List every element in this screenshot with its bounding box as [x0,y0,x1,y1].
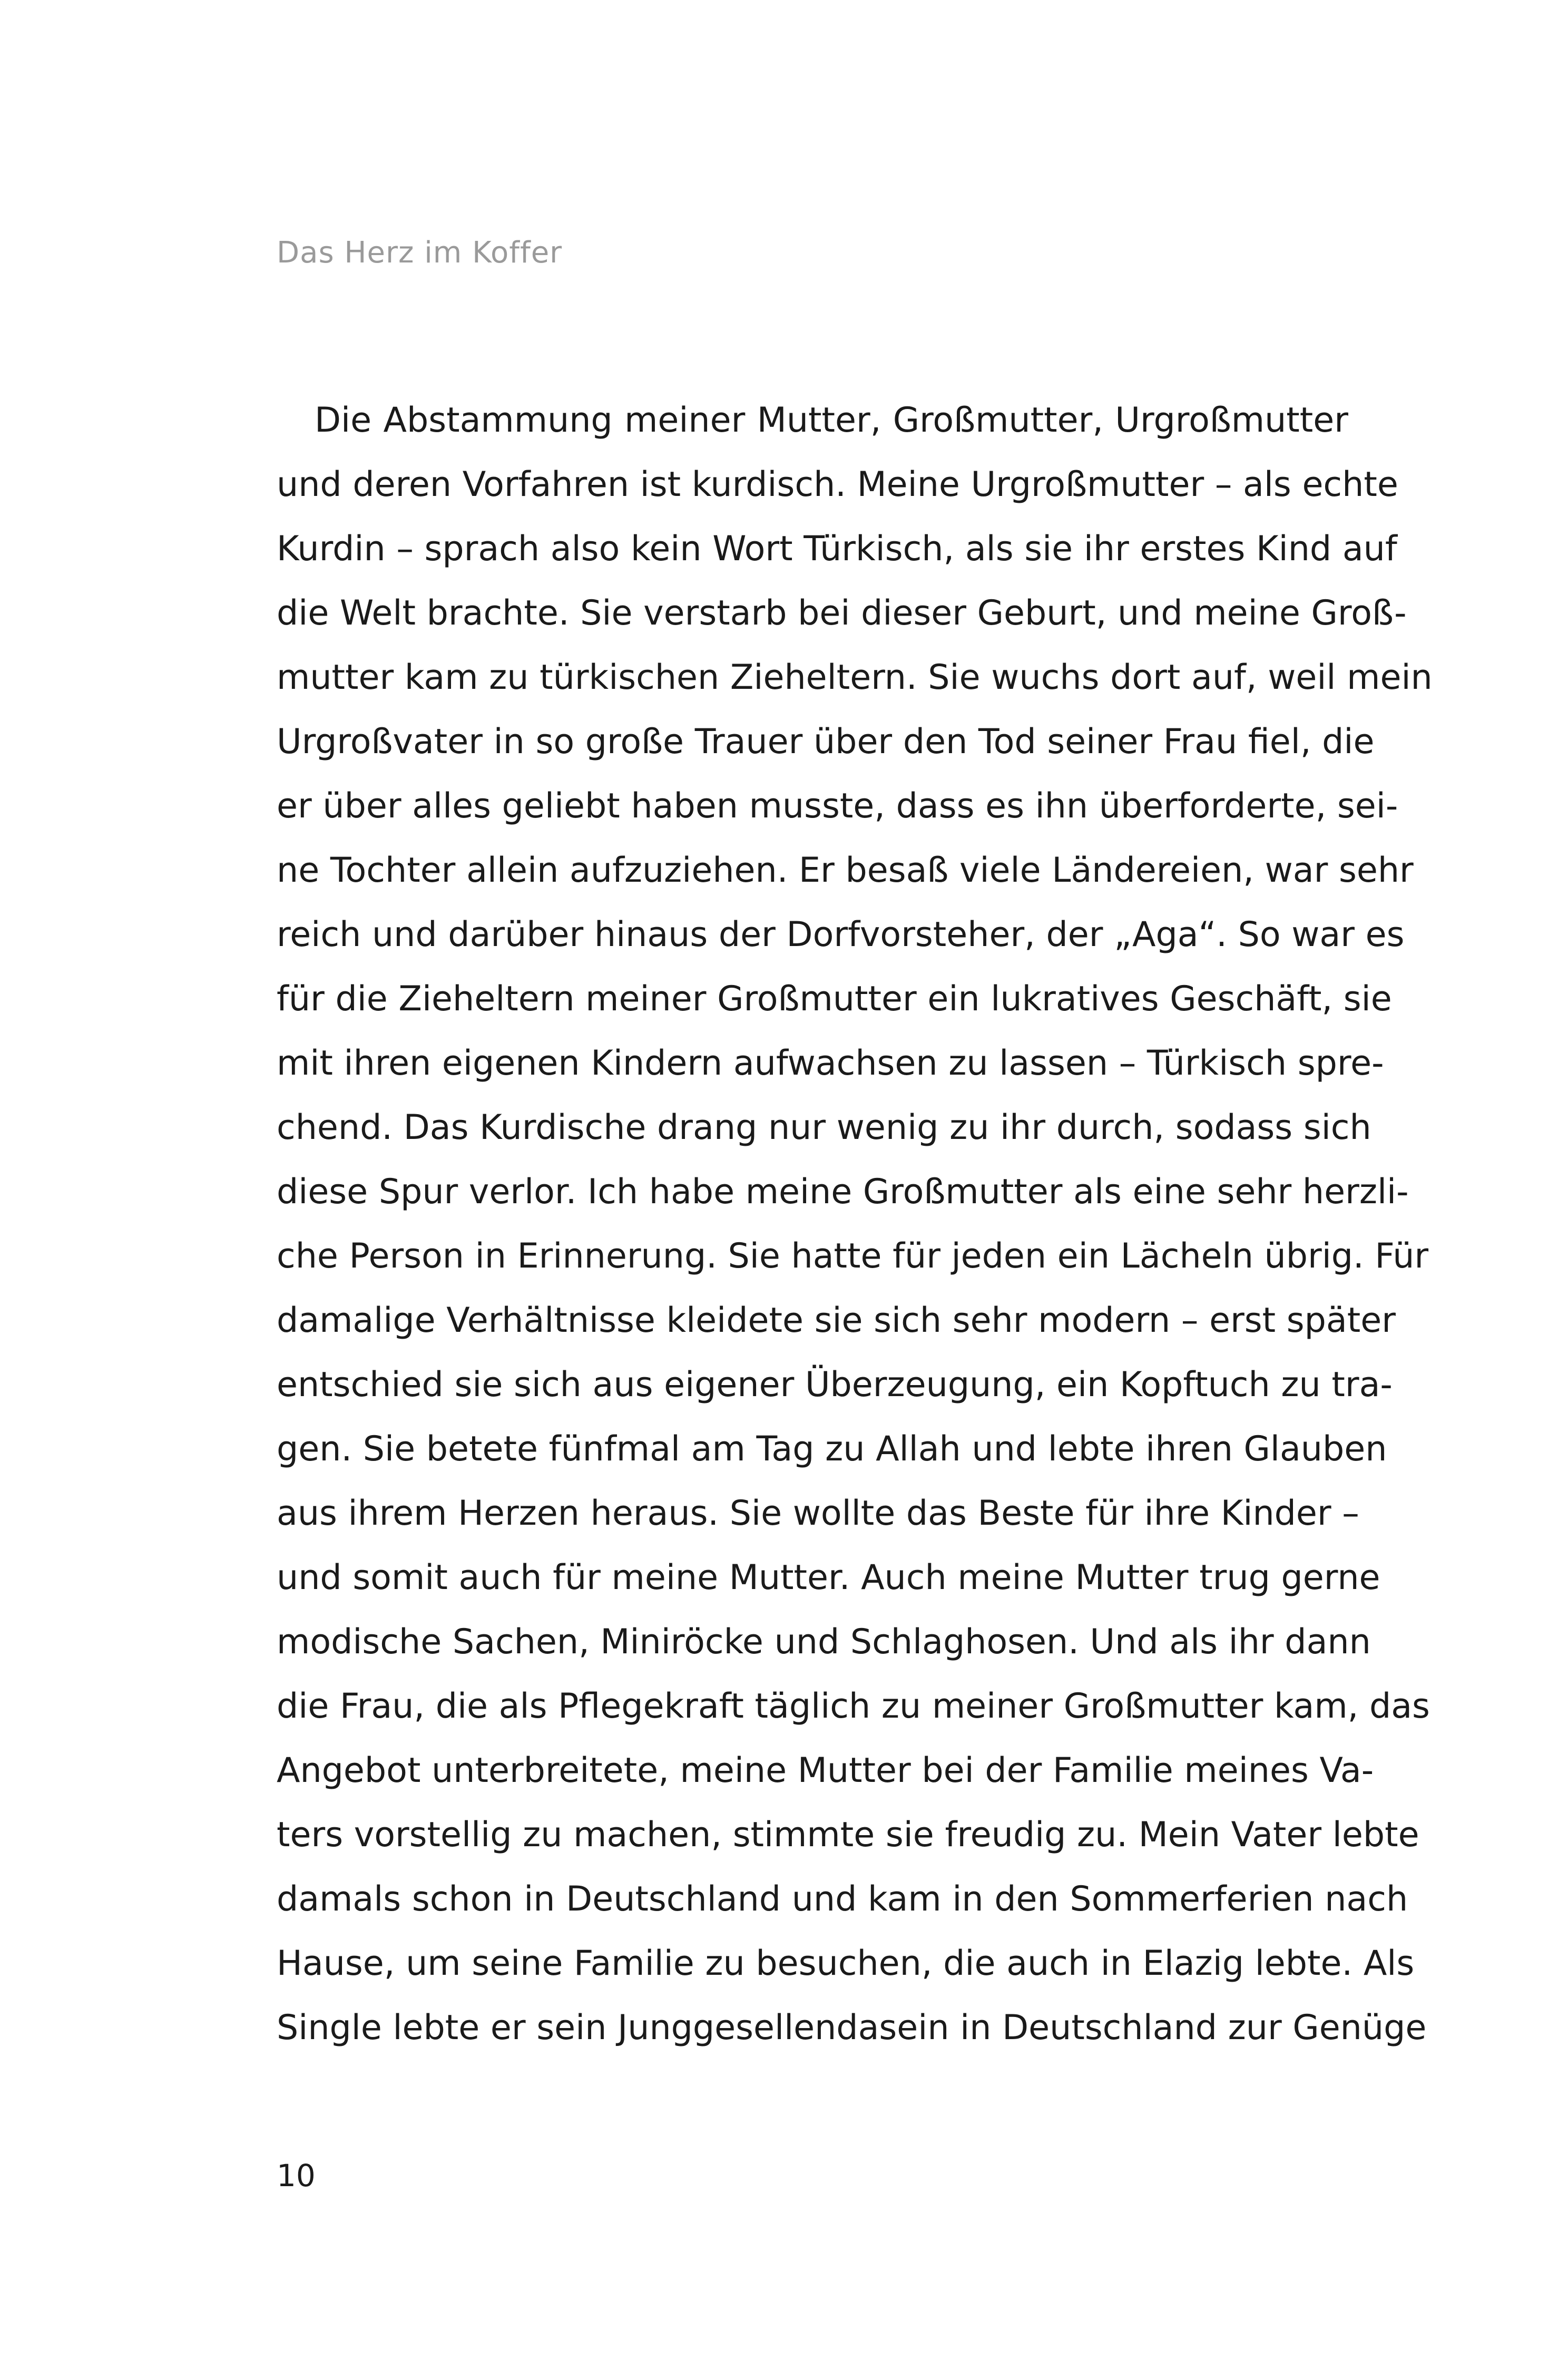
text-line: reich und darüber hinaus der Dorfvorsteher, der „Aga“. So war es [277,915,1405,954]
text-line: aus ihrem Herzen heraus. Sie wollte das Beste für ihre Kinder – [277,1494,1359,1533]
text-line: Die Abstammung meiner Mutter, Großmutter, Urgroßmutter [315,401,1348,440]
text-line: mit ihren eigenen Kindern aufwachsen zu lassen – Türkisch spre- [277,1044,1384,1083]
running-head: Das Herz im Koffer [277,236,563,270]
text-line: damalige Verhältnisse kleidete sie sich sehr modern – erst später [277,1301,1396,1340]
text-line: und deren Vorfahren ist kurdisch. Meine Urgroßmutter – als echte [277,465,1398,504]
text-line: Hause, um seine Familie zu besuchen, die auch in Elazig lebte. Als [277,1944,1415,1983]
text-line: modische Sachen, Miniröcke und Schlaghosen. Und als ihr dann [277,1622,1371,1662]
text-line: che Person in Erinnerung. Sie hatte für jeden ein Lächeln übrig. Für [277,1236,1429,1276]
page-number: 10 [277,2158,316,2194]
text-line: Kurdin – sprach also kein Wort Türkisch, als sie ihr erstes Kind auf [277,529,1397,569]
body-paragraph [277,399,1433,2071]
text-line: diese Spur verlor. Ich habe meine Großmutter als eine sehr herzli- [277,1172,1409,1212]
text-line: und somit auch für meine Mutter. Auch meine Mutter trug gerne [277,1558,1380,1597]
text-line: chend. Das Kurdische drang nur wenig zu ihr durch, sodass sich [277,1108,1371,1147]
text-line: mutter kam zu türkischen Zieheltern. Sie wuchs dort auf, weil mein [277,658,1433,697]
text-line: entschied sie sich aus eigener Überzeugung, ein Kopftuch zu tra- [277,1365,1393,1405]
text-line: ne Tochter allein aufzuziehen. Er besaß viele Ländereien, war sehr [277,851,1414,890]
text-line: die Frau, die als Pflegekraft täglich zu meiner Großmutter kam, das [277,1687,1430,1726]
text-line: für die Zieheltern meiner Großmutter ein lukratives Geschäft, sie [277,979,1392,1019]
text-line: die Welt brachte. Sie verstarb bei dieser Geburt, und meine Groß- [277,593,1407,633]
text-line: er über alles geliebt haben musste, dass es ihn überforderte, sei- [277,786,1398,826]
text-line: Urgroßvater in so große Trauer über den Tod seiner Frau fiel, die [277,722,1375,762]
text-line: Single lebte er sein Junggesellendasein in Deutschland zur Genüge [277,2008,1427,2048]
text-line: damals schon in Deutschland und kam in den Sommerferien nach [277,1879,1408,1919]
text-line: Angebot unterbreitete, meine Mutter bei der Familie meines Va- [277,1751,1374,1790]
text-line: gen. Sie betete fünfmal am Tag zu Allah und lebte ihren Glauben [277,1429,1387,1469]
text-line: ters vorstellig zu machen, stimmte sie freudig zu. Mein Vater lebte [277,1815,1419,1855]
